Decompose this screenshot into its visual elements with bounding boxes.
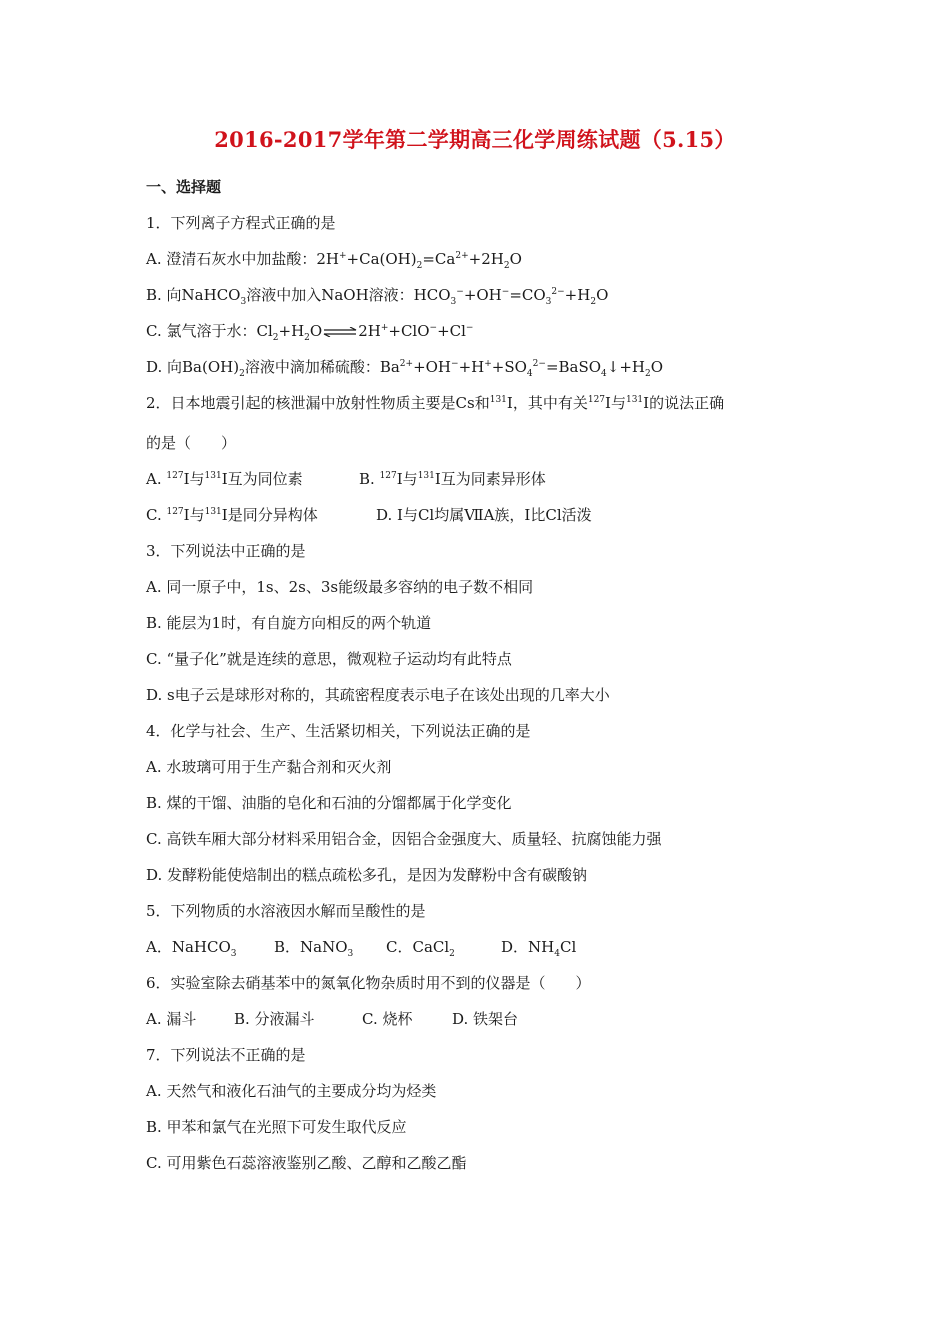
- q3-option-c: C. “量子化”就是连续的意思，微观粒子运动均有此特点: [146, 650, 512, 668]
- q7-option-b: B. 甲苯和氯气在光照下可发生取代反应: [146, 1118, 407, 1136]
- equilibrium-arrow-icon: [323, 327, 357, 337]
- q5-options: [146, 932, 846, 968]
- q3-option-d: D. s电子云是球形对称的，其疏密程度表示电子在该处出现的几率大小: [146, 686, 610, 704]
- q6-option-d: D. 铁架台: [452, 1010, 519, 1028]
- q7-option-c: C. 可用紫色石蕊溶液鉴别乙酸、乙醇和乙酸乙酯: [146, 1154, 467, 1172]
- q1-option-d: D. 向$Ba(OH)_2$溶液中滴加稀硫酸：$Ba^{2+}+OH^-+H^++SO_4^{2-}=BaSO_4↓+H_2O$: [146, 358, 664, 379]
- page-title: 2016-2017学年第二学期高三化学周练试题（5.15）: [214, 127, 736, 152]
- q4-option-c: C. 高铁车厢大部分材料采用铝合金，因铝合金强度大、质量轻、抗腐蚀能力强: [146, 830, 662, 848]
- q6-option-b: B. 分液漏斗: [234, 1010, 315, 1028]
- q4-option-a: A. 水玻璃可用于生产黏合剂和灭火剂: [146, 758, 392, 776]
- q2-stem-line1: 2．日本地震引起的核泄漏中放射性物质主要是Cs和$^{131}$I，其中有关$^{127}$I与$^{131}$I的说法正确: [146, 394, 725, 412]
- q6-option-a: A. 漏斗: [146, 1010, 197, 1028]
- q2-option-b: B. $^{127}$I与$^{131}$I互为同素异形体: [359, 470, 546, 488]
- q3-option-a: A. 同一原子中，1s、2s、3s能级最多容纳的电子数不相同: [146, 578, 534, 596]
- q1-option-a: A. 澄清石灰水中加盐酸：$2H^++Ca(OH)_2=Ca^{2+}+2H_2O$: [146, 250, 522, 271]
- q2-option-d: D. I与Cl均属ⅦA族，I比Cl活泼: [376, 506, 592, 524]
- q1-option-c: C. 氯气溶于水：$Cl_2+H_2O$ 2H++ClO−+Cl−: [146, 322, 474, 343]
- q7-stem: 7．下列说法不正确的是: [146, 1046, 306, 1064]
- q3-stem: 3．下列说法中正确的是: [146, 542, 306, 560]
- q2-stem-line2: 的是（ ）: [146, 434, 237, 452]
- q6-option-c: C. 烧杯: [362, 1010, 413, 1028]
- q6-stem: 6．实验室除去硝基苯中的氮氧化物杂质时用不到的仪器是（ ）: [146, 974, 591, 992]
- q1-stem: 1．下列离子方程式正确的是: [146, 214, 336, 232]
- q1-option-b: B. 向NaHCO$_3$溶液中加入NaOH溶液：$HCO_3^-+OH^-=CO_3^{2-}+H_2O$: [146, 286, 609, 307]
- q2-option-a: A. $^{127}$I与$^{131}$I互为同位素: [146, 470, 303, 488]
- q5-option-d: D．$NH_4Cl$: [501, 938, 577, 959]
- q5-stem: 5．下列物质的水溶液因水解而呈酸性的是: [146, 902, 426, 920]
- section-heading: 一、选择题: [146, 178, 222, 196]
- q5-option-c: C．CaCl$_2$: [386, 938, 455, 959]
- q2-option-c: C. $^{127}$I与$^{131}$I是同分异构体: [146, 506, 318, 524]
- q6-options: [146, 1004, 846, 1040]
- q4-stem: 4．化学与社会、生产、生活紧切相关，下列说法正确的是: [146, 722, 531, 740]
- q4-option-d: D. 发酵粉能使焙制出的糕点疏松多孔，是因为发酵粉中含有碳酸钠: [146, 866, 588, 884]
- q2-options-cd: [146, 500, 846, 536]
- q7-option-a: A. 天然气和液化石油气的主要成分均为烃类: [146, 1082, 437, 1100]
- q5-option-a: A．NaHCO$_3$: [146, 938, 237, 959]
- q3-option-b: B. 能层为1时，有自旋方向相反的两个轨道: [146, 614, 432, 632]
- q4-option-b: B. 煤的干馏、油脂的皂化和石油的分馏都属于化学变化: [146, 794, 512, 812]
- q5-option-b: B．NaNO$_3$: [274, 938, 354, 959]
- q2-options-ab: [146, 464, 846, 500]
- question-list: [146, 172, 846, 1184]
